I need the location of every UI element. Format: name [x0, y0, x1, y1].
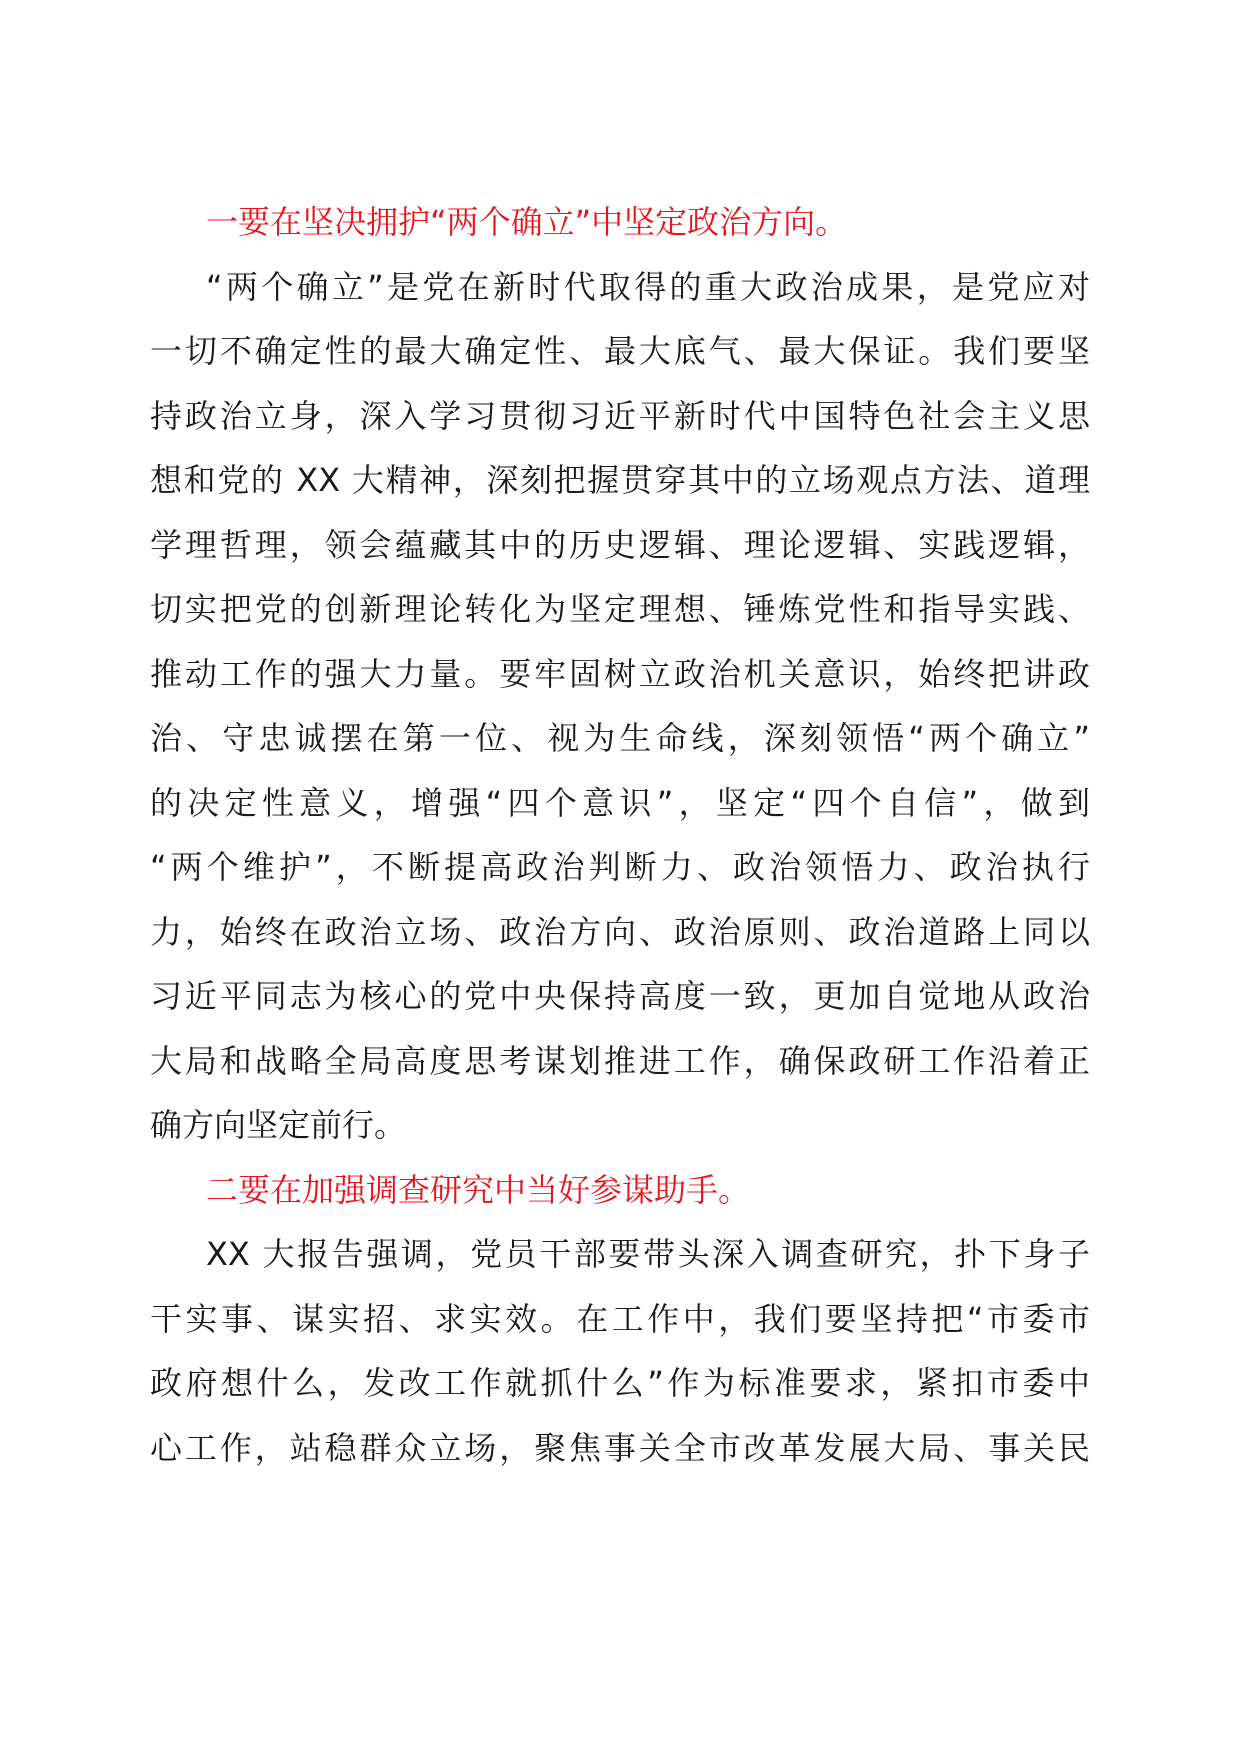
paragraph-line: 治、守忠诚摆在第一位、视为生命线，深刻领悟“两个确立” [150, 719, 1090, 757]
paragraph-line: 力，始终在政治立场、政治方向、政治原则、政治道路上同以 [150, 912, 1090, 951]
paragraph-line: 习近平同志为核心的党中央保持高度一致，更加自觉地从政治 [150, 977, 1090, 1015]
paragraph-line: 一切不确定性的最大确定性、最大底气、最大保证。我们要坚 [150, 332, 1090, 370]
paragraph-line: 政府想什么，发改工作就抓什么”作为标准要求，紧扣市委中 [150, 1364, 1090, 1402]
paragraph-line: 持政治立身，深入学习贯彻习近平新时代中国特色社会主义思 [150, 396, 1090, 435]
paragraph-line: “两个维护”，不断提高政治判断力、政治领悟力、政治执行 [150, 848, 1090, 886]
section-heading-2: 二要在加强调查研究中当好参谋助手。 [206, 1170, 751, 1209]
paragraph-line: XX 大报告强调，党员干部要带头深入调查研究，扑下身子 [206, 1235, 1090, 1273]
paragraph-line: 学理哲理，领会蕴藏其中的历史逻辑、理论逻辑、实践逻辑， [150, 525, 1090, 564]
section-paragraph-1 [150, 255, 1090, 1158]
paragraph-line: 干实事、谋实招、求实效。在工作中，我们要坚持把“市委市 [150, 1299, 1090, 1338]
paragraph-line: 想和党的 XX 大精神，深刻把握贯穿其中的立场观点方法、道理 [150, 461, 1090, 499]
section-paragraph-2 [150, 1222, 1090, 1480]
paragraph-line: 心工作，站稳群众立场，聚焦事关全市改革发展大局、事关民 [150, 1428, 1090, 1467]
paragraph-line: 推动工作的强大力量。要牢固树立政治机关意识，始终把讲政 [150, 654, 1090, 693]
paragraph-line: 切实把党的创新理论转化为坚定理想、锤炼党性和指导实践、 [150, 590, 1090, 628]
document-body [150, 190, 1090, 1480]
paragraph-line: 的决定性意义，增强“四个意识”，坚定“四个自信”，做到 [150, 783, 1090, 822]
section-heading-1: 一要在坚决拥护“两个确立”中坚定政治方向。 [206, 203, 848, 241]
paragraph-line: 确方向坚定前行。 [150, 1106, 407, 1144]
paragraph-line: 大局和战略全局高度思考谋划推进工作，确保政研工作沿着正 [150, 1041, 1090, 1080]
paragraph-line: “两个确立”是党在新时代取得的重大政治成果，是党应对 [206, 267, 1090, 306]
